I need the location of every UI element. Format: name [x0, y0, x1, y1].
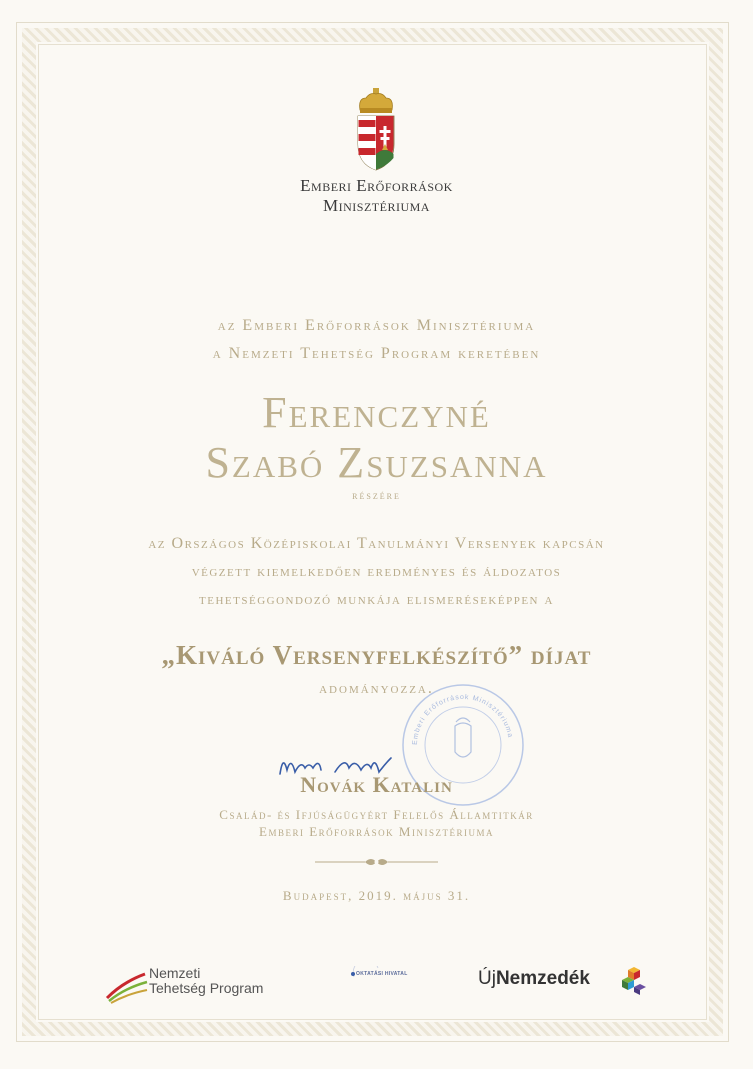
signer-name: Novák Katalin — [300, 772, 453, 797]
divider-ornament-icon — [315, 856, 438, 868]
signer-title — [0, 806, 753, 840]
stamp-text: Emberi Erőforrások Minisztériuma — [411, 693, 514, 746]
recipient-line2: Szabó Zsuzsanna — [205, 438, 548, 487]
reason-line3: tehetséggondozó munkája elismeréseképpen a — [199, 591, 554, 608]
date-place: Budapest, 2019. május 31. — [282, 888, 471, 903]
uj-nemzedek-logo — [478, 966, 648, 1000]
intro-block — [0, 312, 753, 368]
recipient-name — [0, 388, 753, 488]
ministry-name — [0, 176, 753, 216]
ministry-line1: Emberi Erőforrások — [300, 176, 453, 195]
oh-text: OKTATÁSI HIVATAL — [356, 971, 408, 977]
intro-line2: a Nemzeti Tehetség Program keretében — [212, 345, 541, 362]
ministry-line2: Minisztériuma — [323, 196, 430, 215]
ntp-line1: Nemzeti — [149, 965, 201, 981]
ntp-line2: Tehetség Program — [149, 980, 264, 996]
ntp-text — [149, 966, 263, 996]
ntp-swoosh-icon — [105, 968, 149, 1004]
intro-line1: az Emberi Erőforrások Minisztériuma — [217, 317, 536, 334]
signer-title-line1: Család- és Ifjúságügyért Felelős Államtitkár — [219, 807, 534, 822]
award-title: „Kiváló Versenyfelkészítő” díjat — [161, 640, 592, 670]
reason-line1: az Országos Középiskolai Tanulmányi Versenyek kapcsán — [148, 535, 605, 552]
oktatasi-hivatal-logo — [348, 966, 418, 988]
svg-text:Emberi Erőforrások Minisztériu — [412, 694, 514, 745]
uj-nemzedek-bold: Nemzedék — [495, 968, 590, 989]
oh-circle-icon — [348, 966, 418, 988]
signer-title-line2: Emberi Erőforrások Minisztériuma — [259, 824, 494, 839]
uj-nemzedek-text — [478, 968, 590, 990]
coat-of-arms-icon — [352, 88, 400, 172]
nemzeti-tehetseg-program-logo — [105, 966, 285, 1006]
reason-line2: végzett kiemelkedően eredményes és áldozatos — [191, 563, 562, 580]
uj-nemzedek-thin: Új — [478, 968, 496, 989]
donate-text: adományozza. — [319, 680, 434, 697]
reason-text — [0, 530, 753, 614]
uj-nemzedek-cubes-icon — [620, 966, 648, 996]
reszere-label: részére — [352, 490, 401, 502]
recipient-line1: Ferenczyné — [262, 388, 491, 437]
